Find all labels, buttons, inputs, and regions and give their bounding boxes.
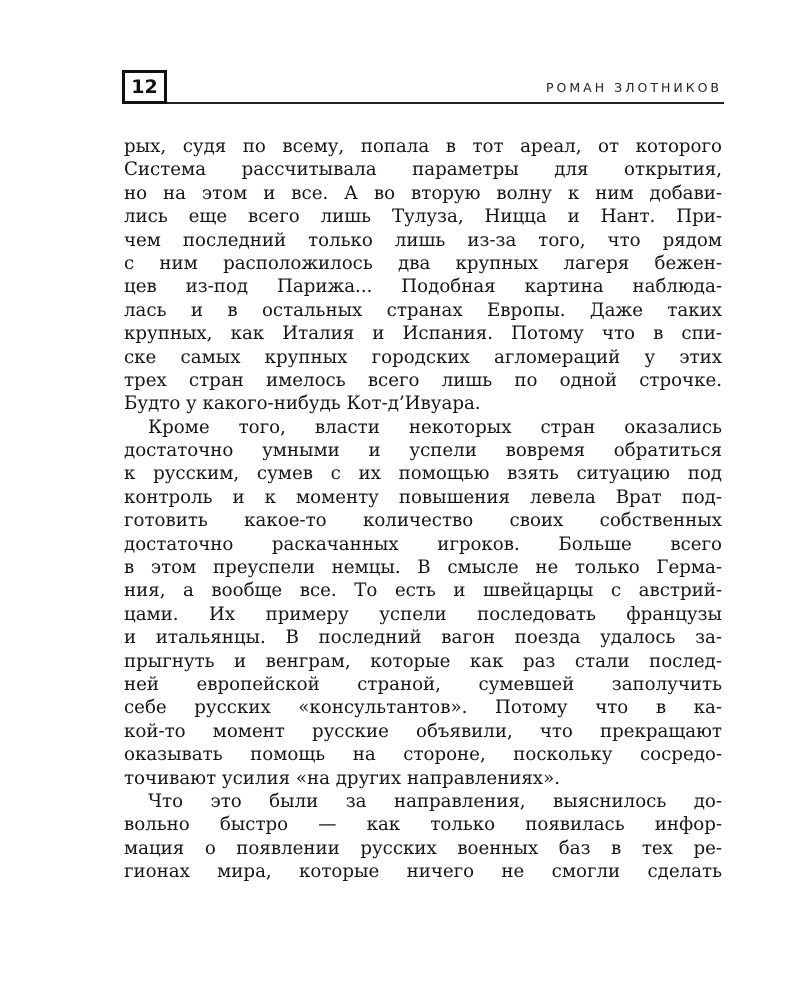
text-line: контроль и к моменту повышения левела Врат под- xyxy=(124,486,722,508)
text-line: лись еще всего лишь Тулуза, Ницца и Нант. При- xyxy=(124,206,722,228)
text-line: вольно быстро — как только появилась инфор- xyxy=(124,814,722,836)
text-line: Что это были за направления, выяснилось до- xyxy=(148,790,722,812)
text-line: и итальянцы. В последний вагон поезда удалось за- xyxy=(124,627,722,649)
text-line: кой-то момент русские объявили, что прекращают xyxy=(124,720,722,742)
text-line: оказывать помощь на стороне, поскольку сосредо- xyxy=(124,744,722,766)
text-line: ске самых крупных городских агломераций у этих xyxy=(124,346,722,368)
text-line: гионах мира, которые ничего не смогли сделать xyxy=(124,861,722,883)
text-line: мация о появлении русских военных баз в тех ре- xyxy=(124,837,722,859)
header-rule xyxy=(167,102,724,104)
text-line: но на этом и все. А во вторую волну к ним добави- xyxy=(124,182,722,204)
text-line: прыгнуть и венграм, которые как раз стали послед- xyxy=(124,650,722,672)
page-header xyxy=(122,70,724,108)
text-line: рых, судя по всему, попала в тот ареал, от которого xyxy=(124,136,722,157)
text-line: трех стран имелось всего лишь по одной строчке. xyxy=(124,369,722,391)
page-number: 12 xyxy=(122,70,167,104)
text-line: цами. Их примеру успели последовать французы xyxy=(124,603,722,625)
text-line: готовить какое-то количество своих собственных xyxy=(124,510,722,532)
text-line: достаточно умными и успели вовремя обратиться xyxy=(124,440,722,462)
text-line: Система рассчитывала параметры для открытия, xyxy=(124,159,722,181)
text-line: цев из-под Парижа... Подобная картина наблюда- xyxy=(124,276,722,298)
text-line: крупных, как Италия и Испания. Потому что в спи- xyxy=(124,323,722,345)
text-line: достаточно раскачанных игроков. Больше всего xyxy=(124,533,722,555)
text-line: лась и в остальных странах Европы. Даже таких xyxy=(124,299,722,321)
text-line: ней европейской страной, сумевшей заполучить xyxy=(124,673,722,695)
text-line: Кроме того, власти некоторых стран оказались xyxy=(148,416,722,438)
body-text xyxy=(124,135,722,884)
text-line: точивают усилия «на других направлениях». xyxy=(124,767,560,789)
text-line: ния, а вообще все. То есть и швейцарцы с австрий- xyxy=(124,580,722,602)
text-line: с ним расположилось два крупных лагеря бежен- xyxy=(124,252,722,274)
text-line: в этом преуспели немцы. В смысле не только Герма- xyxy=(124,557,722,579)
text-line: себе русских «консультантов». Потому что в ка- xyxy=(124,697,722,719)
text-line: Будто у какого-нибудь Кот-д’Ивуара. xyxy=(124,393,481,415)
text-line: к русским, сумев с их помощью взять ситуацию под xyxy=(124,463,722,485)
text-line: чем последний только лишь из-за того, что рядом xyxy=(124,229,722,251)
running-title: РОМАН ЗЛОТНИКОВ xyxy=(545,80,722,95)
